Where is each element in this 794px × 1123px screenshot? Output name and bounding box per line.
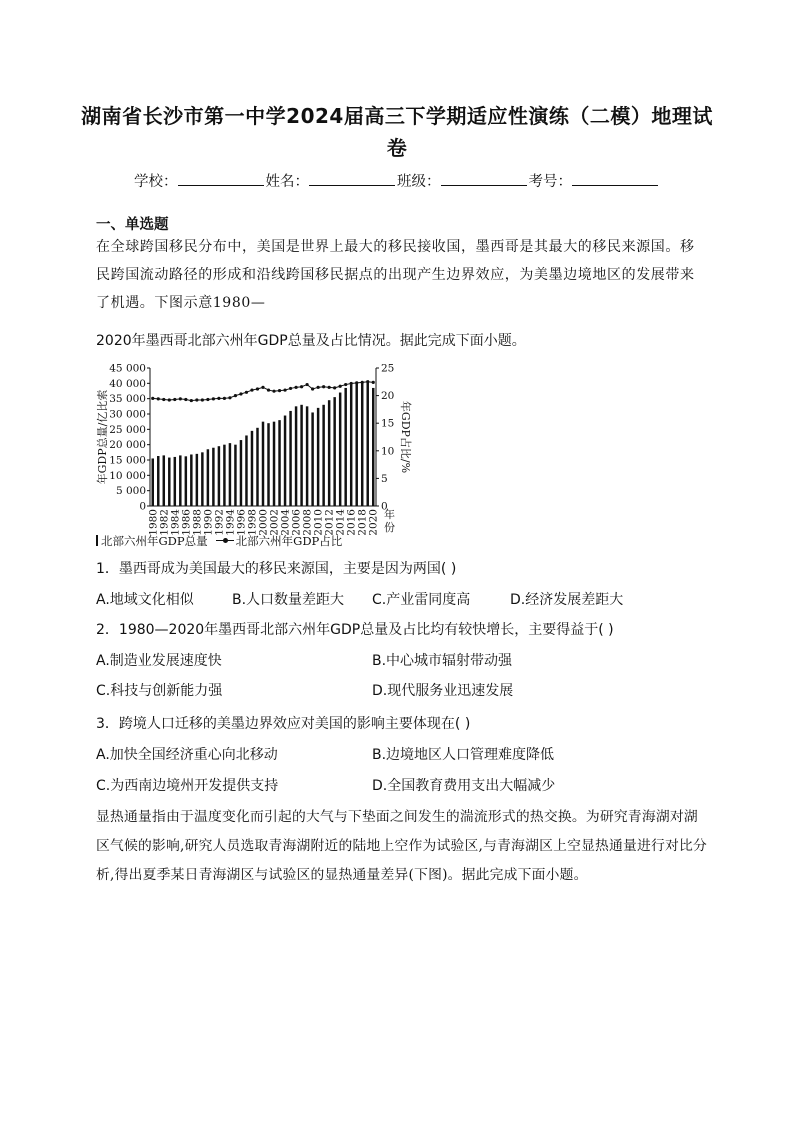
gdp-bar	[201, 452, 203, 506]
y-left-tick-label: 5 000	[115, 485, 146, 498]
gdp-bar	[152, 458, 154, 506]
gdp-bar	[361, 382, 363, 506]
chart-legend	[96, 534, 342, 548]
section-heading: 一、单选题	[96, 217, 169, 233]
x-tick-label: 1996	[235, 509, 248, 536]
gdp-share-point	[294, 386, 297, 389]
info-field-name	[266, 171, 398, 192]
question-2-option-b[interactable]: B.中心城市辐射带动强	[372, 653, 513, 669]
x-tick-label: 1994	[224, 509, 237, 536]
x-axis-label: 年份	[384, 508, 395, 534]
question-1-stem: 1．墨西哥成为美国最大的移民来源国，主要是因为两国( )	[96, 561, 457, 577]
question-3-option-d[interactable]: D.全国教育费用支出大幅减少	[372, 778, 556, 794]
gdp-bar	[196, 454, 198, 506]
gdp-bar	[328, 400, 330, 506]
gdp-share-point	[234, 394, 237, 397]
gdp-share-point	[250, 388, 253, 391]
question-2-option-a[interactable]: A.制造业发展速度快	[96, 653, 222, 669]
x-tick-label: 2006	[290, 509, 303, 536]
y-left-tick-label: 45 000	[109, 362, 146, 375]
gdp-share-point	[272, 390, 275, 393]
passage-2: 显热通量指由于温度变化而引起的大气与下垫面之间发生的湍流形式的热交换。为研究青海湖对湖区气候的影响,研究人员选取青海湖附近的陆地上空作为试验区,与青海湖区上空显热通量进行对比分析,得出夏季某日青海湖区与试验区的显热通量差异(下图)。据此完成下面小题。	[96, 809, 708, 883]
passage-1: 在全球跨国移民分布中，美国是世界上最大的移民接收国，墨西哥是其最大的移民来源国。移民跨国流动路径的形成和沿线跨国移民据点的出现产生边界效应，为美墨边境地区的发展带来了机遇。下图示意1980—	[96, 239, 695, 311]
info-label: 考号：	[528, 174, 572, 190]
gdp-share-point	[361, 381, 364, 384]
x-tick-label: 1992	[213, 509, 226, 536]
gdp-bar	[306, 406, 308, 506]
gdp-bar	[350, 385, 352, 506]
gdp-bar	[179, 455, 181, 506]
y-right-tick-label: 15	[381, 417, 395, 430]
gdp-bar	[157, 456, 159, 506]
gdp-bar	[218, 446, 220, 506]
legend-bar-label: 北部六州年GDP总量	[101, 534, 208, 548]
x-tick-label: 2018	[356, 509, 369, 536]
legend-bar-swatch	[96, 535, 98, 546]
x-tick-label: 1988	[191, 509, 204, 536]
gdp-share-point	[305, 383, 308, 386]
gdp-share-point	[201, 398, 204, 401]
gdp-share-point	[261, 386, 264, 389]
y-right-tick-label: 25	[381, 362, 395, 375]
gdp-share-point	[179, 397, 182, 400]
gdp-bar	[311, 412, 313, 506]
question-3-option-a[interactable]: A.加快全国经济重心向北移动	[96, 747, 278, 763]
name-blank[interactable]	[309, 171, 395, 186]
gdp-bar	[240, 440, 242, 506]
gdp-bar	[223, 445, 225, 506]
gdp-bar	[317, 408, 319, 506]
gdp-share-point	[289, 387, 292, 390]
gdp-bar	[273, 422, 275, 506]
y-right-tick-label: 0	[381, 500, 388, 513]
gdp-bar	[295, 406, 297, 506]
question-3-option-b[interactable]: B.边境地区人口管理难度降低	[372, 747, 555, 763]
gdp-bar	[300, 405, 302, 506]
gdp-bar	[355, 383, 357, 506]
gdp-share-point	[339, 385, 342, 388]
y-left-tick-label: 20 000	[109, 439, 146, 452]
question-1-option-c[interactable]: C.产业雷同度高	[372, 592, 471, 608]
x-tick-label: 2012	[323, 509, 336, 536]
gdp-share-point	[151, 397, 154, 400]
question-2-option-d[interactable]: D.现代服务业迅速发展	[372, 683, 514, 699]
gdp-share-point	[223, 397, 226, 400]
gdp-share-point	[317, 386, 320, 389]
info-label: 班级：	[397, 174, 441, 190]
gdp-share-point	[366, 380, 369, 383]
school-blank[interactable]	[178, 171, 264, 186]
y-left-tick-label: 40 000	[109, 377, 146, 390]
gdp-share-point	[344, 383, 347, 386]
exam-number-blank[interactable]	[572, 171, 658, 186]
gdp-share-point	[372, 381, 375, 384]
y-left-tick-label: 25 000	[109, 423, 146, 436]
x-tick-label: 2010	[312, 509, 325, 536]
gdp-bar	[207, 449, 209, 506]
legend-line-swatch	[216, 535, 234, 546]
gdp-bar	[366, 380, 368, 506]
question-3-option-c[interactable]: C.为西南边境州开发提供支持	[96, 778, 279, 794]
document-title-line2: 卷	[386, 136, 408, 160]
gdp-bar	[185, 456, 187, 506]
gdp-share-point	[162, 398, 165, 401]
y-left-tick-label: 15 000	[109, 454, 146, 467]
info-field-school	[134, 171, 266, 192]
x-tick-label: 2014	[334, 509, 347, 536]
gdp-bar	[322, 405, 324, 506]
info-field-class	[397, 171, 529, 192]
info-label: 姓名：	[265, 174, 309, 190]
gdp-share-point	[300, 385, 303, 388]
gdp-share-point	[228, 396, 231, 399]
x-tick-label: 1980	[147, 509, 160, 536]
gdp-share-point	[322, 385, 325, 388]
x-tick-label: 2020	[367, 509, 380, 536]
gdp-share-point	[267, 388, 270, 391]
gdp-bar	[262, 422, 264, 506]
question-2-option-c[interactable]: C.科技与创新能力强	[96, 683, 223, 699]
x-tick-label: 1984	[169, 509, 182, 536]
gdp-bar	[234, 445, 236, 506]
question-1-option-b[interactable]: B.人口数量差距大	[232, 592, 345, 608]
gdp-share-point	[350, 382, 353, 385]
gdp-share-point	[283, 388, 286, 391]
x-tick-label: 1998	[246, 509, 259, 536]
legend-line-label: 北部六州年GDP占比	[235, 534, 343, 548]
y-left-axis-label: 年GDP总量/亿比索	[96, 389, 109, 485]
x-tick-label: 2002	[268, 509, 281, 536]
gdp-share-point	[212, 397, 215, 400]
gdp-chart	[94, 356, 414, 552]
gdp-share-point	[245, 391, 248, 394]
info-field-exam-number	[529, 171, 661, 192]
x-tick-label: 2004	[279, 509, 292, 536]
gdp-share-point	[184, 398, 187, 401]
question-1-option-d[interactable]: D.经济发展差距大	[510, 592, 624, 608]
gdp-share-point	[190, 399, 193, 402]
gdp-share-point	[328, 386, 331, 389]
y-left-tick-label: 10 000	[109, 469, 146, 482]
gdp-bar	[278, 420, 280, 506]
gdp-bar	[229, 443, 231, 506]
y-right-tick-label: 20	[381, 390, 395, 403]
gdp-bar	[256, 428, 258, 506]
y-left-tick-label: 30 000	[109, 408, 146, 421]
gdp-share-point	[206, 398, 209, 401]
question-1-option-a[interactable]: A.地域文化相似	[96, 592, 194, 608]
gdp-bar	[168, 458, 170, 506]
info-label: 学校：	[134, 174, 178, 190]
gdp-share-point	[195, 398, 198, 401]
x-tick-label: 1990	[202, 509, 215, 536]
gdp-share-point	[278, 389, 281, 392]
gdp-share-point	[173, 398, 176, 401]
gdp-bar	[339, 393, 341, 506]
question-2-stem: 2．1980—2020年墨西哥北部六州年GDP总量及占比均有较快增长，主要得益于( )	[96, 622, 614, 638]
gdp-bar	[251, 431, 253, 506]
gdp-share-point	[333, 386, 336, 389]
y-right-tick-label: 5	[381, 472, 388, 485]
gdp-bar	[174, 457, 176, 506]
gdp-share-point	[311, 387, 314, 390]
class-blank[interactable]	[441, 171, 527, 186]
y-right-axis-label: 年GDP占比/%	[399, 400, 412, 474]
x-tick-label: 1986	[180, 509, 193, 536]
x-tick-label: 2008	[301, 509, 314, 536]
gdp-bar	[372, 388, 374, 506]
gdp-share-point	[355, 381, 358, 384]
y-left-tick-label: 35 000	[109, 393, 146, 406]
y-left-tick-label: 0	[139, 500, 146, 513]
gdp-share-point	[168, 398, 171, 401]
x-tick-label: 2016	[345, 509, 358, 536]
gdp-share-point	[239, 392, 242, 395]
question-3-stem: 3．跨境人口迁移的美墨边界效应对美国的影响主要体现在( )	[96, 716, 471, 732]
gdp-share-point	[256, 387, 259, 390]
gdp-bar	[284, 416, 286, 506]
document-title-line1: 湖南省长沙市第一中学2024届高三下学期适应性演练（二模）地理试	[81, 104, 713, 128]
student-info-line	[0, 171, 794, 192]
gdp-bar	[289, 411, 291, 506]
gdp-share-point	[217, 397, 220, 400]
gdp-bar	[267, 423, 269, 506]
gdp-share-point	[157, 397, 160, 400]
gdp-bar	[344, 388, 346, 506]
gdp-bar	[190, 454, 192, 506]
x-tick-label: 2000	[257, 509, 270, 536]
passage-1-line2: 2020年墨西哥北部六州年GDP总量及占比情况。据此完成下面小题。	[96, 333, 526, 349]
gdp-bar	[245, 435, 247, 506]
y-right-tick-label: 10	[381, 445, 395, 458]
gdp-bar	[212, 448, 214, 506]
x-tick-label: 1982	[158, 509, 171, 536]
gdp-bar	[163, 455, 165, 506]
gdp-bar	[333, 397, 335, 506]
